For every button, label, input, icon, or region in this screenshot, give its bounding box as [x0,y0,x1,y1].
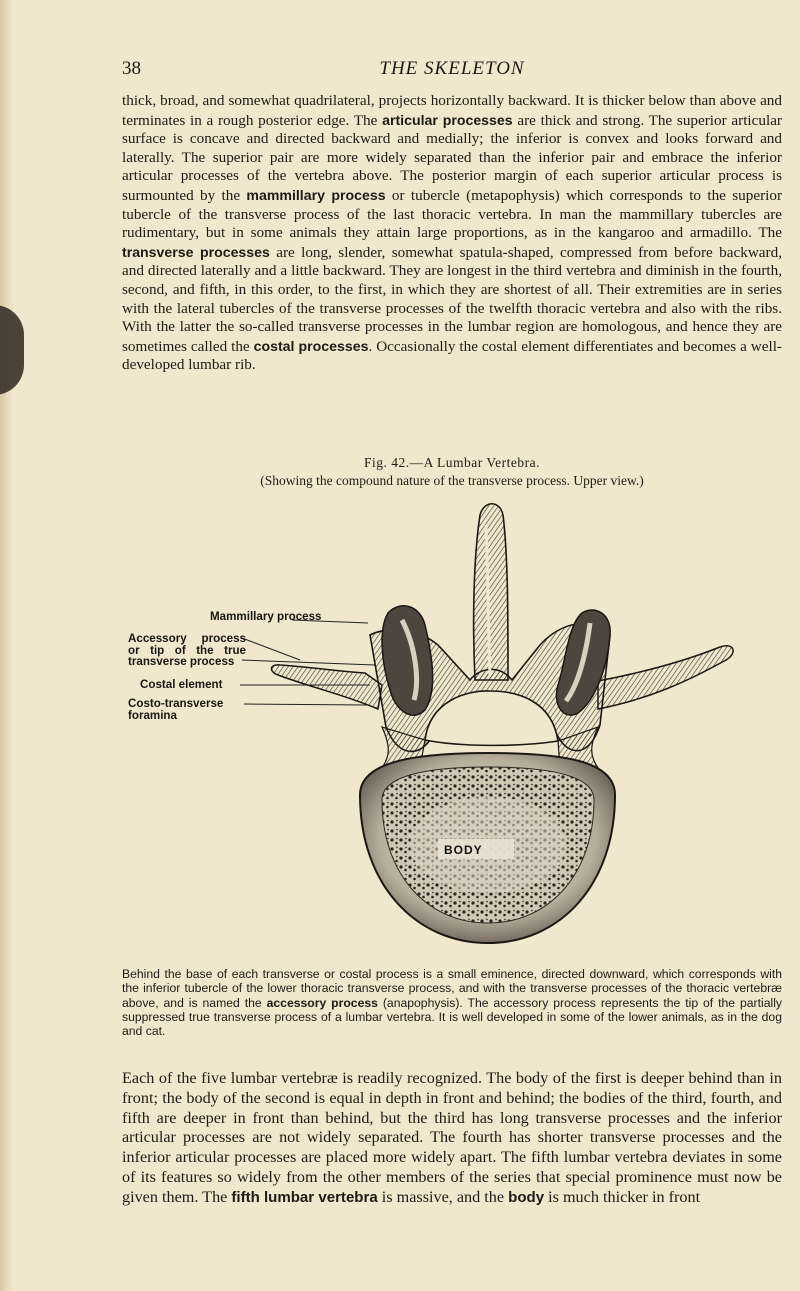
term-transverse-processes: transverse processes [122,243,270,260]
term-fifth-lumbar-vertebra: fifth lumbar vertebra [231,1188,378,1206]
text-run: (anapophysis). The accessory process represents the tip of the partially suppressed true transverse process of a lumbar vertebra. It is well developed in some of the lower animals, as in the dog and cat. [122,995,782,1039]
lumbar-vertebra-figure [120,495,760,955]
vertebra-illustration [120,495,760,955]
page-number: 38 [122,58,141,79]
term-mammillary-process: mammillary process [246,186,386,203]
text-run: Behind the base of each transverse or costal process is a small eminence, directed downward, which corresponds with the inferior tubercle of the lower thoracic transverse process, and with the transverse processes of the thoracic vertebræ above, and is named the [122,967,782,1010]
label-costo-transverse-foramina: Costo-transverse foramina [128,697,224,722]
label-accessory-process: Accessory process or tip of the true transverse process [128,632,246,668]
figure-subtitle: (Showing the compound nature of the transverse process. Upper view.) [260,473,644,488]
page-edge [0,0,14,1291]
label-mammillary-process: Mammillary process [210,610,322,623]
body-label: BODY [444,843,483,857]
text-run: . Occasionally the costal element differentiates and becomes a well-developed lumbar rib. [122,337,782,374]
binding-mark [0,305,24,395]
text-run: is much thicker in front [544,1187,701,1206]
page-header [122,58,782,84]
text-run: is massive, and the [377,1187,509,1206]
paragraph-1 [122,92,782,375]
left-transverse-process [271,665,382,709]
term-accessory-process: accessory process [266,995,378,1010]
paragraph-2 [122,1069,782,1208]
text-run: are long, slender, somewhat spatula-shaped, compressed from before backward, and directed laterally and a little backward. They are longest in the third vertebra and diminish in the fourth, second, and fifth, in this order, to the first, in which they are shortest of all. Their extremities are in series with the lateral tubercles of the transverse processes of the twelfth thoracic vertebra and also with the ribs. With the latter the so-called transverse processes in the lumbar region are homologous, and hence they are sometimes called the [122,243,782,355]
figure-caption [122,967,782,1038]
term-articular-processes: articular processes [382,111,513,128]
figure-title: Fig. 42.—A Lumbar Vertebra. [364,455,540,470]
term-costal-processes: costal processes [253,337,369,354]
running-head: THE SKELETON [379,58,525,79]
text-run: are thick and strong. The superior articular surface is concave and directed backward and medially; the inferior is convex and looks forward and laterally. The superior pair are more widely separated than the inferior pair and embrace the inferior articular processes of the vertebra above. The posterior margin of each superior articular process is surmounted by the [122,111,782,204]
label-costal-element: Costal element [140,678,223,691]
right-transverse-process [598,646,733,709]
term-body: body [508,1188,545,1206]
text-run: thick, broad, and somewhat quadrilateral, projects horizontally backward. It is thicker below than above and terminates in a rough posterior edge. The [122,92,782,129]
text-run: or tubercle (metapophysis) which corresponds to the superior tubercle of the transverse process of the last thoracic vertebra. In man the mammillary tubercles are rudimentary, but in some animals they attain large proportions, as in the kangaroo and armadillo. The [122,186,782,242]
text-run: Each of the five lumbar vertebræ is readily recognized. The body of the first is deeper behind than in front; the body of the second is equal in depth in front and behind; the bodies of the third, fourth, and fifth are deeper in front than behind, but the third has long transverse processes and the inferior articular processes are not widely separated. The fourth has shorter transverse processes and the inferior articular processes are placed more widely apart. The fifth lumbar vertebra deviates in some of its features so widely from the other members of the series that special prominence must now be given them. The [122,1069,782,1206]
spinous-process [474,504,508,680]
